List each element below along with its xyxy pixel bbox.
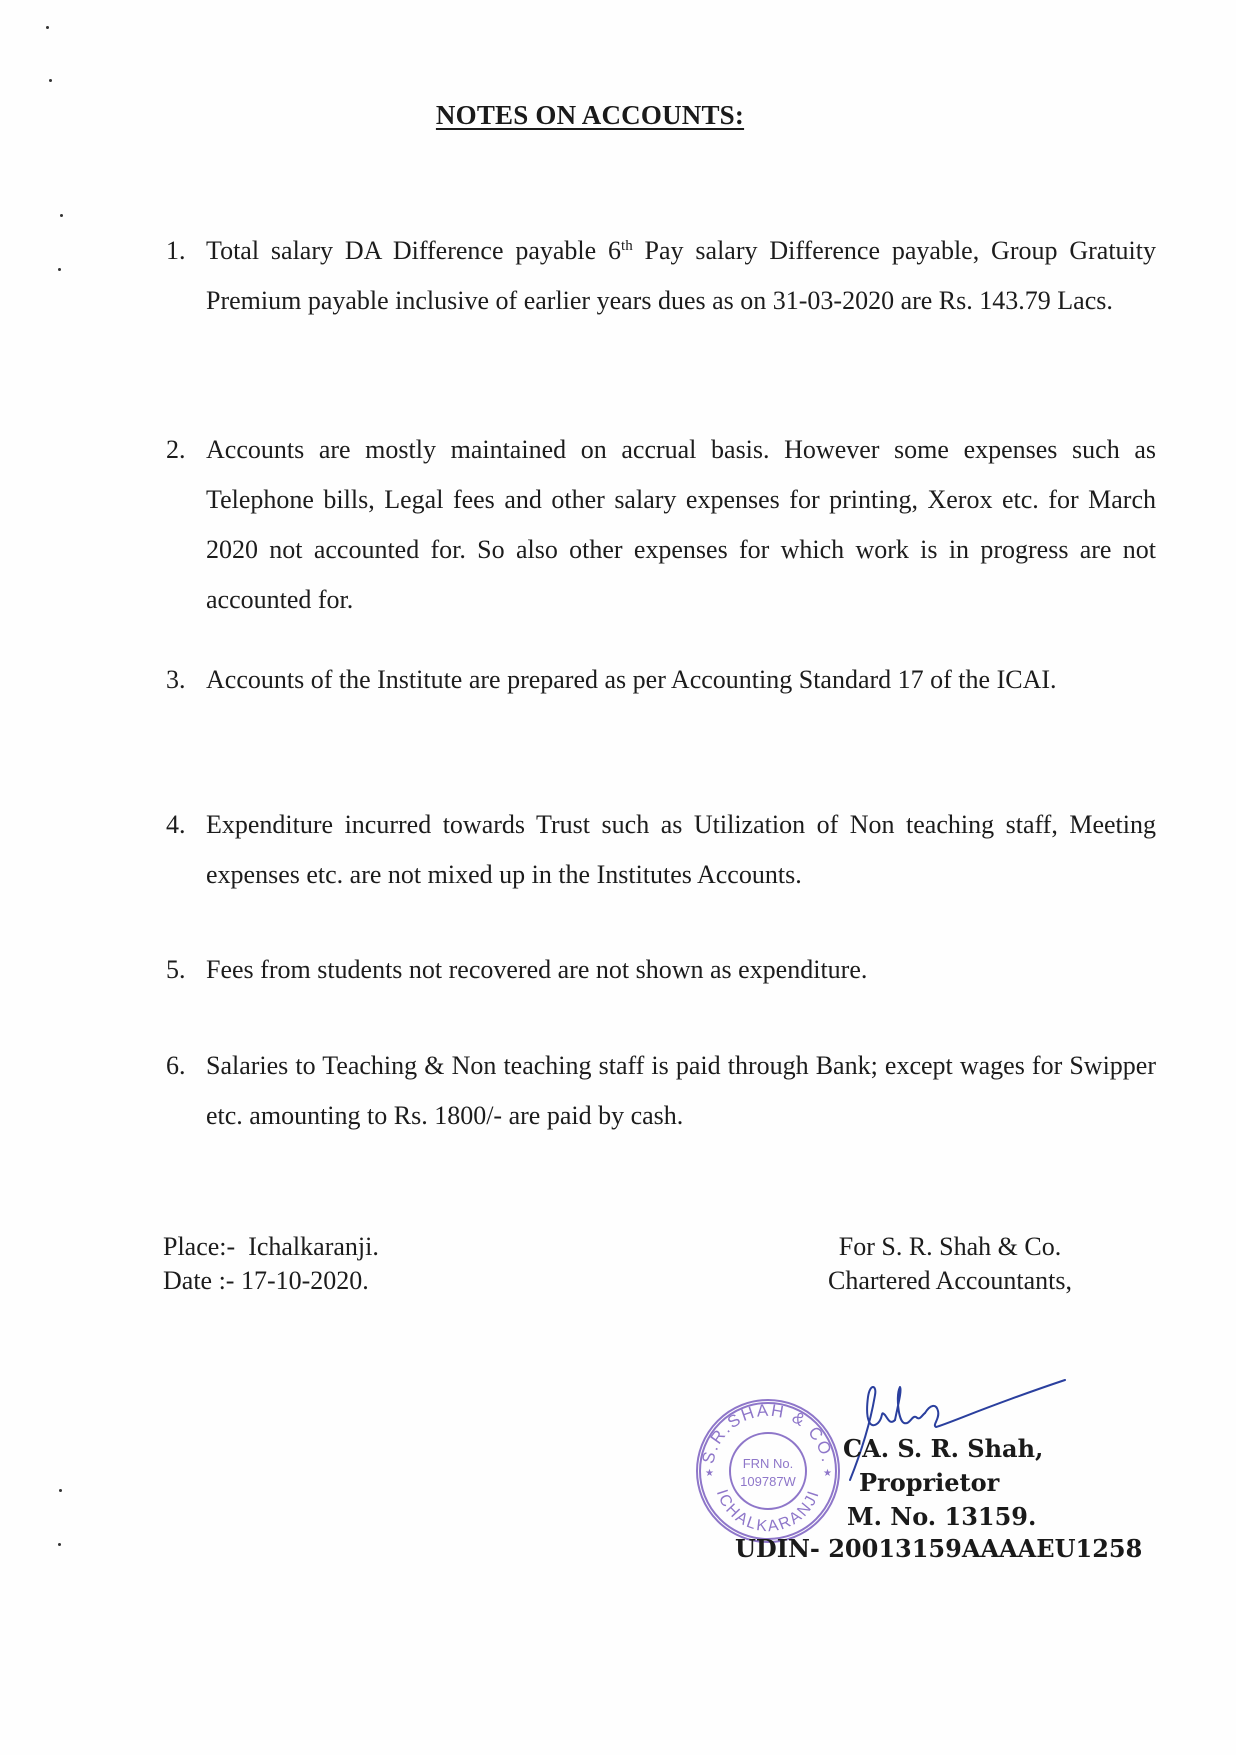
note-text: Expenditure incurred towards Trust such as Utilization of Non teaching staff, Meeting expenses etc. are not mixed up in the Institutes Accounts. xyxy=(206,810,1156,889)
note-item xyxy=(166,226,1156,326)
place-label: Place:- xyxy=(163,1232,236,1261)
note-item xyxy=(166,425,1156,625)
stamp-top-text: S.R.SHAH & CO. xyxy=(698,1400,838,1466)
scan-speck xyxy=(58,1543,61,1546)
note-text: Salaries to Teaching & Non teaching staff is paid through Bank; except wages for Swipper etc. amounting to Rs. 1800/- are paid by cash. xyxy=(206,1051,1156,1130)
note-item xyxy=(166,800,1156,900)
note-text: Accounts of the Institute are prepared as per Accounting Standard 17 of the ICAI. xyxy=(206,665,1057,694)
scan-speck xyxy=(58,268,61,271)
page-title: NOTES ON ACCOUNTS: xyxy=(435,100,745,130)
scan-speck xyxy=(59,1489,62,1492)
note-item xyxy=(166,1041,1156,1141)
note-number: 5. xyxy=(166,955,186,984)
signatory-role: Proprietor xyxy=(859,1468,1000,1497)
stamp-inner-ring xyxy=(730,1433,806,1509)
date-value: 17-10-2020. xyxy=(240,1266,369,1295)
firm-block xyxy=(760,1230,1140,1298)
note-item xyxy=(166,655,1156,705)
firm-name: For S. R. Shah & Co. xyxy=(838,1232,1062,1261)
membership-number: M. No. 13159. xyxy=(847,1502,1037,1531)
note-number: 2. xyxy=(166,435,186,464)
note-number: 3. xyxy=(166,665,186,694)
scan-speck xyxy=(46,26,49,29)
place-date-block xyxy=(163,1230,379,1298)
date-label: Date :- xyxy=(163,1266,235,1295)
scan-speck xyxy=(49,79,52,82)
place-line xyxy=(163,1230,379,1264)
note-number: 6. xyxy=(166,1051,186,1080)
ordinal-superscript: th xyxy=(621,238,633,254)
signatory-name: CA. S. R. Shah, xyxy=(843,1434,1044,1463)
date-line xyxy=(163,1264,379,1298)
note-text-part: Pay salary Difference payable, Group Gratuity Premium payable inclusive of earlier years dues as on 31-03-2020 are Rs. 143.79 Lacs. xyxy=(206,236,1156,315)
note-number: 1. xyxy=(166,236,186,265)
scan-speck xyxy=(60,214,63,217)
note-number: 4. xyxy=(166,810,186,839)
note-text: Accounts are mostly maintained on accrual basis. However some expenses such as Telephone bills, Legal fees and other salary expenses for printing, Xerox etc. for March 2020 not accounted for. So also other expenses for which work is in progress are not accounted for. xyxy=(206,435,1156,614)
stamp-frn-value: 109787W xyxy=(740,1474,796,1489)
signature-stroke xyxy=(895,1387,925,1423)
udin-number: UDIN- 20013159AAAAEU1258 xyxy=(735,1534,1143,1563)
note-text-part: Total salary DA Difference payable 6 xyxy=(206,236,622,265)
stamp-star-icon: ★ xyxy=(705,1468,714,1479)
note-text xyxy=(206,226,1156,326)
note-text: Fees from students not recovered are not shown as expenditure. xyxy=(206,955,868,984)
place-value: Ichalkaranji. xyxy=(248,1232,379,1261)
firm-stamp xyxy=(693,1396,843,1546)
stamp-frn-label: FRN No. xyxy=(742,1456,794,1471)
stamp-star-icon: ★ xyxy=(823,1468,832,1479)
stamp-bottom-text: ICHALKARANJI xyxy=(712,1487,824,1536)
signature-stroke xyxy=(925,1380,1065,1427)
note-item xyxy=(166,945,1156,995)
firm-designation: Chartered Accountants, xyxy=(827,1266,1073,1295)
